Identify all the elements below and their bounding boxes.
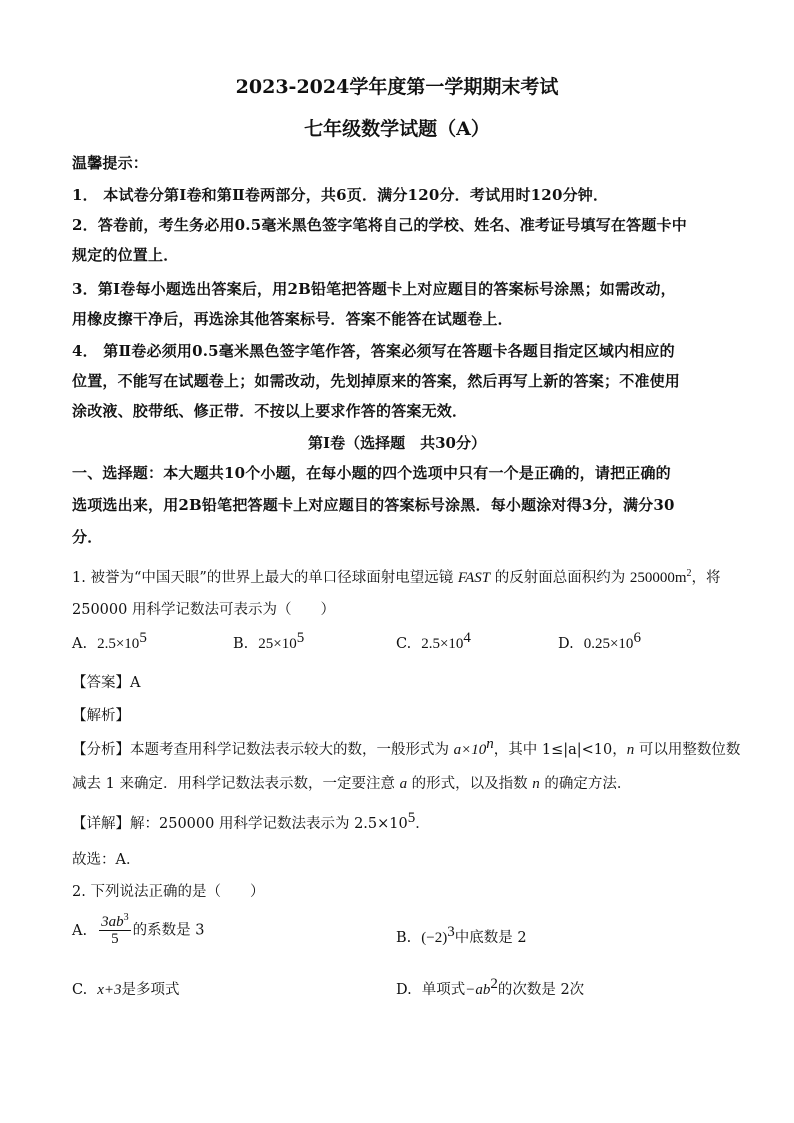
section-instruction: 选项选出来，用2B铅笔把答题卡上对应题目的答案标号涂黑．每小题涂对得3分，满分30: [72, 496, 675, 514]
q1-option-d: D. $0.25\times 10^6$: [558, 630, 641, 652]
tips-heading: 温馨提示：: [72, 154, 149, 172]
q1-option-a: A. $2.5\times 10^5$: [72, 630, 147, 652]
q2-option-b: B. $(-2)^3$中底数是 2: [396, 924, 527, 946]
tip-line: 3．第Ⅰ卷每小题选出答案后，用2B铅笔把答题卡上对应题目的答案标号涂黑；如需改动，: [72, 280, 676, 298]
q1-stem: 1. 被誉为“中国天眼”的世界上最大的单口径球面射电望远镜 FAST 的反射面总面积约为 $250000m^2$，将: [72, 568, 721, 586]
q1-option-c: C. $2.5\times 10^4$: [396, 630, 471, 652]
q2-option-c: C. x+3是多项式: [72, 982, 180, 998]
q1-option-b: B. $25\times 10^5$: [233, 630, 305, 652]
tip-line: 规定的位置上．: [72, 246, 179, 264]
q2-stem: 2. 下列说法正确的是（ ）: [72, 884, 265, 900]
exam-subtitle: 七年级数学试题（A）: [304, 118, 490, 140]
area-value: $250000m^2$: [629, 568, 692, 586]
q1-choose: 故选：A．: [72, 852, 141, 868]
tip-line: 1． 本试卷分第Ⅰ卷和第Ⅱ卷两部分，共6页．满分120分．考试用时120分钟．: [72, 186, 609, 204]
q2-option-d: D. 单项式$-ab^2$的次数是 2次: [396, 976, 585, 998]
q1-detail: 【详解】解：250000 用科学记数法表示为 $2.5\times 10^5$．: [72, 810, 430, 832]
fast-name: FAST: [457, 570, 491, 586]
tip-line: 位置，不能写在试题卷上；如需改动，先划掉原来的答案，然后再写上新的答案；不准使用: [72, 372, 681, 390]
q1-stem-line2: 250000 用科学记数法可表示为（ ）: [72, 602, 335, 618]
section-instruction: 分．: [72, 528, 103, 546]
tip-line: 4． 第Ⅱ卷必须用0.5毫米黑色签字笔作答，答案必须写在答题卡各题目指定区域内相应的: [72, 342, 675, 360]
section-instruction: 一、选择题：本大题共10个小题，在每小题的四个选项中只有一个是正确的，请把正确的: [72, 464, 671, 482]
q1-fenxi: 【分析】本题考查用科学记数法表示较大的数，一般形式为 $a\times 10^n$，其中 1≤|a|<10，n 可以用整数位数: [72, 736, 741, 758]
fraction: $\frac{3ab^3}{5}$: [101, 912, 129, 947]
q1-answer: 【答案】A: [72, 675, 141, 691]
q1-analysis-head: 【解析】: [72, 708, 130, 724]
q1-fenxi-line2: 减去 1 来确定．用科学记数法表示数，一定要注意 a 的形式，以及指数 n 的确定方法．: [72, 776, 632, 792]
tip-line: 涂改液、胶带纸、修正带．不按以上要求作答的答案无效．: [72, 402, 468, 420]
q2-option-a: A. $\frac{3ab^3}{5}$ 的系数是 3: [72, 912, 205, 947]
exam-title: 2023-2024学年度第一学期期末考试: [235, 76, 559, 98]
tip-line: 2．答卷前，考生务必用0.5毫米黑色签字笔将自己的学校、姓名、准考证号填写在答题卡中: [72, 216, 687, 234]
section-title: 第Ⅰ卷（选择题 共30分）: [308, 434, 486, 452]
tip-line: 用橡皮擦干净后，再选涂其他答案标号．答案不能答在试题卷上．: [72, 310, 513, 328]
